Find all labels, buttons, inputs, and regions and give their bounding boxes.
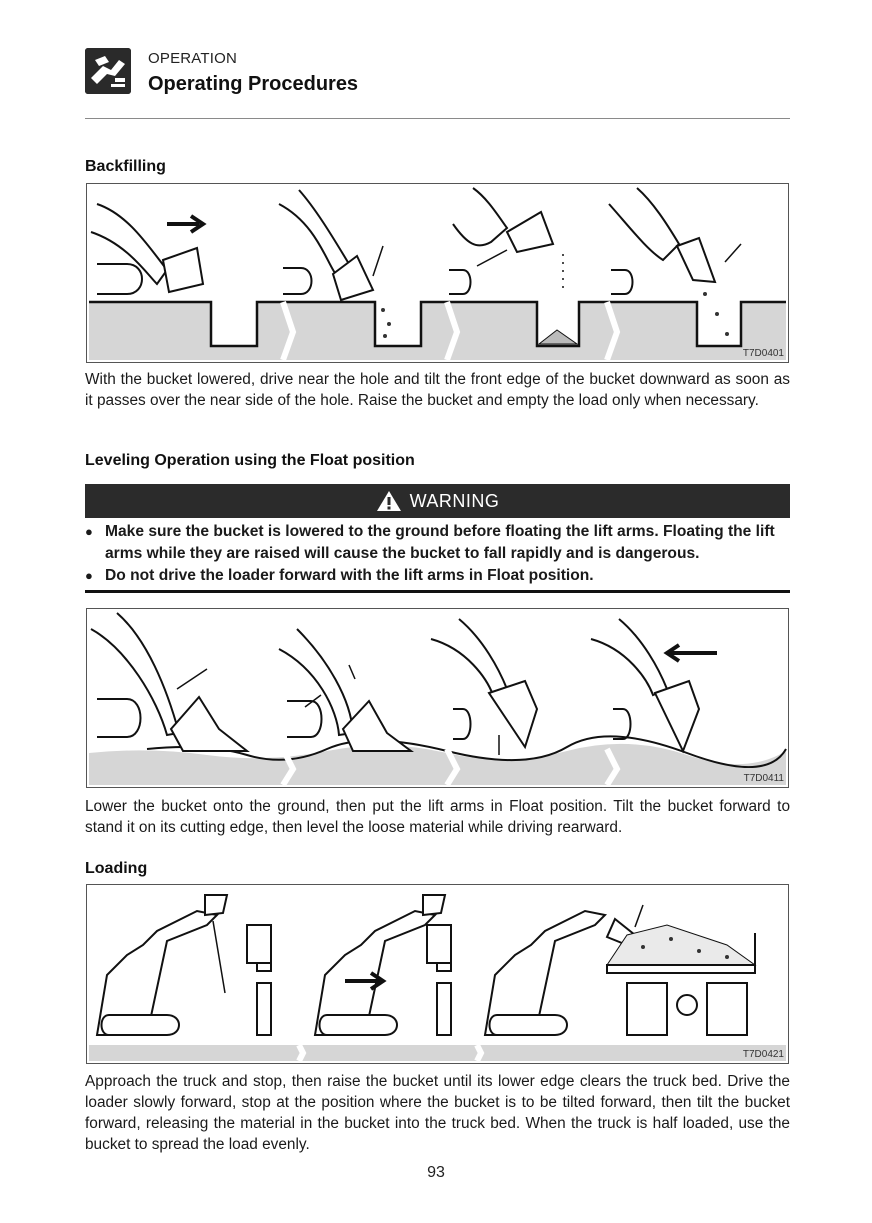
warning-list <box>85 521 790 587</box>
warning-triangle-icon <box>376 489 402 513</box>
leveling-figure <box>86 608 789 788</box>
loading-figure <box>86 884 789 1064</box>
warning-title: WARNING <box>409 490 500 511</box>
leveling-heading: Leveling Operation using the Float position <box>85 452 415 469</box>
hand-on-lever-icon <box>85 48 131 94</box>
backfilling-description: With the bucket lowered, drive near the hole and tilt the front edge of the bucket downward as soon as it passes over the near side of the hole. Raise the bucket and empty the load only when necessary. <box>85 371 790 409</box>
header-divider <box>85 118 790 119</box>
loading-description: Approach the truck and stop, then raise the bucket until its lower edge clears the truck bed. Drive the loader slowly forward, stop at the position where the bucket is to be tilted forward, then tilt the bucket forward, releasing the material in the bucket into the truck bed. When the truck is half loaded, use the bucket to spread the load evenly. <box>85 1073 790 1153</box>
page-title: Operating Procedures <box>148 73 359 95</box>
backfilling-figure <box>86 183 789 363</box>
loading-heading: Loading <box>85 860 148 877</box>
warning-item: ● Make sure the bucket is lowered to the ground before floating the lift arms. Floating the lift arms while they are raised will cause the bucket to fall rapidly and is dangerous. <box>85 521 790 565</box>
warning-item: ● Do not drive the loader forward with the lift arms in Float position. <box>85 565 790 587</box>
backfilling-heading: Backfilling <box>85 158 166 175</box>
section-label: OPERATION <box>148 50 238 67</box>
leveling-description: Lower the bucket onto the ground, then put the lift arms in Float position. Tilt the bucket forward to stand it on its cutting edge, then level the loose material while driving rearward. <box>85 798 790 836</box>
figure-code-backfilling: T7D0401 <box>742 348 784 359</box>
figure-code-loading: T7D0421 <box>742 1049 784 1060</box>
warning-banner <box>85 484 790 518</box>
page-number: 93 <box>427 1164 445 1181</box>
figure-code-leveling: T7D0411 <box>743 773 784 784</box>
warning-divider <box>85 590 790 593</box>
